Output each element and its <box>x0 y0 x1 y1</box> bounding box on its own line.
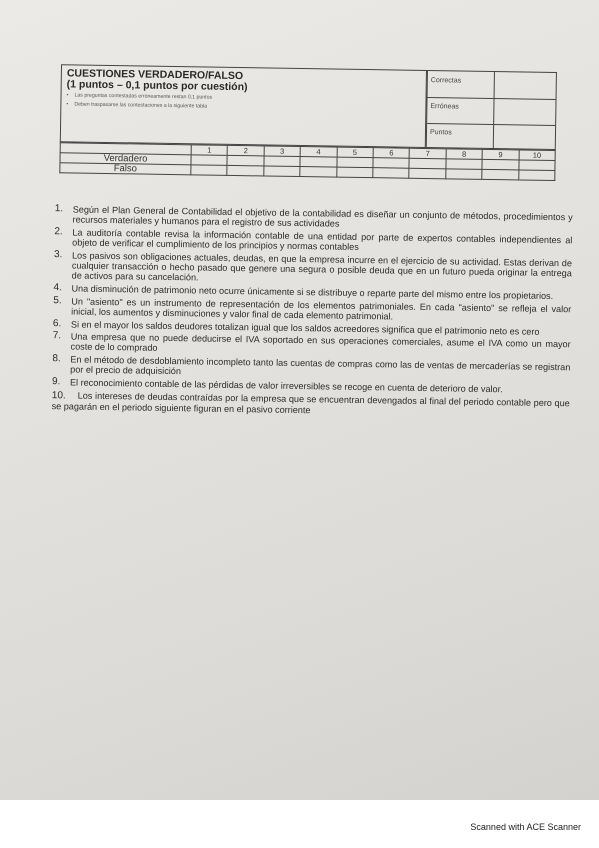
row-label-falso: Falso <box>60 163 191 175</box>
answer-cell[interactable] <box>409 168 446 179</box>
question-number-cell: 4 <box>300 147 337 158</box>
answer-cell[interactable] <box>518 170 555 181</box>
question-number-cell: 7 <box>409 148 446 159</box>
score-label: Correctas <box>430 77 462 85</box>
question-number-cell: 10 <box>519 150 556 161</box>
question-number: 9. <box>51 376 61 388</box>
answer-cell[interactable] <box>337 157 374 168</box>
answer-cell[interactable] <box>300 157 337 168</box>
question-list <box>50 204 573 422</box>
question-number: 6. <box>52 317 62 329</box>
answer-cell[interactable] <box>191 155 228 166</box>
section-subtitle: (1 puntos – 0,1 puntos por cuestión) <box>66 78 248 94</box>
question-number: 8. <box>52 353 61 365</box>
question-number-cell: 1 <box>191 145 228 156</box>
question-text: Los pasivos son obligaciones actuales, deudas, en que la empresa incurre en el ejercicio de su actividad. Estas derivan de cualquier transacción o hecho pasado que genere una segura o posible deuda que en un futuro pueda originar la entrega de activos para su cancelación. <box>71 250 573 283</box>
question-number: 7. <box>52 330 62 342</box>
score-row-puntos <box>427 123 555 151</box>
answer-cell[interactable] <box>482 159 519 170</box>
answer-cell[interactable] <box>446 159 483 170</box>
score-box <box>426 70 557 150</box>
question-text: Los intereses de deudas contraídas por la empresa que se encuentran devengados al final del periodo contable pero que se pagarán en el periodo siguiente figuran en el pasivo corriente <box>51 390 570 416</box>
question-text: Una empresa que no puede deducirse el IVA soportado en sus operaciones comerciales, asume el IVA como un mayor coste de lo comprado <box>70 331 571 354</box>
answer-cell[interactable] <box>227 165 264 176</box>
answer-cell[interactable] <box>264 156 301 167</box>
score-row-correctas <box>428 71 556 100</box>
question-text: Según el Plan General de Contabilidad el objetivo de la contabilidad es diseñar un conjunto de métodos, procedimientos y recursos materiales y humanos para el registro de sus actividades <box>72 204 573 229</box>
instructions-box <box>60 64 427 148</box>
answer-cell[interactable] <box>300 167 337 178</box>
question-text: Un "asiento" es un instrumento de representación de los elementos patrimoniales. En cada "asiento" se refleja el valor inicial, los aumentos y disminuciones y valor final de cada elemento patrimonial. <box>71 296 572 322</box>
question-number: 5. <box>53 294 62 306</box>
question-text: Una disminución de patrimonio neto ocurre únicamente si se distribuye o reparte parte del mismo entre los propietarios. <box>71 283 554 301</box>
score-label: Erróneas <box>430 103 459 111</box>
question-item <box>52 250 572 289</box>
answer-cell[interactable] <box>373 168 410 179</box>
row-label-verdadero: Verdadero <box>60 153 191 165</box>
question-text: Si en el mayor los saldos deudores totalizan igual que los saldos acreedores significa que el patrimonio neto es cero <box>70 318 540 337</box>
question-number-cell: 5 <box>337 147 374 158</box>
instruction-text: Las preguntas contestadas erróneamente restan 0,1 puntos <box>74 92 213 101</box>
answer-cell[interactable] <box>336 167 373 178</box>
question-text: El reconocimiento contable de las pérdidas de valor irreversibles se recoge en cuenta de deterioro de valor. <box>69 377 503 395</box>
instruction-bullet: • Deben traspasarse las contestaciones a la siguiente tabla <box>66 101 208 110</box>
score-label: Puntos <box>429 129 452 137</box>
question-number-cell: 3 <box>264 146 301 157</box>
answer-cell[interactable] <box>482 169 519 180</box>
scanner-watermark: Scanned with ACE Scanner <box>470 822 581 832</box>
answer-cell[interactable] <box>446 169 483 180</box>
question-number: 3. <box>53 248 63 261</box>
answer-grid <box>59 142 555 181</box>
answer-cell[interactable] <box>518 160 555 171</box>
question-number: 10. <box>51 389 66 402</box>
score-field[interactable] <box>494 72 557 99</box>
answer-cell[interactable] <box>191 165 228 176</box>
score-field[interactable] <box>493 124 556 151</box>
question-number: 4. <box>53 282 62 294</box>
answer-cell[interactable] <box>227 155 264 166</box>
question-number-cell: 8 <box>446 149 483 160</box>
answer-cell[interactable] <box>409 158 446 169</box>
section-title: CUESTIONES VERDADERO/FALSO <box>66 67 244 83</box>
question-number-cell: 6 <box>373 148 410 159</box>
question-number-cell: 2 <box>228 145 265 156</box>
question-text: La auditoría contable revisa la información contable de una entidad por parte de expertos contables independientes al objeto de verificar el cumplimiento de los principios y normas contables <box>72 227 573 253</box>
score-row-erroneas <box>427 97 555 126</box>
answer-cell[interactable] <box>373 158 410 169</box>
question-number-cell: 9 <box>482 149 519 160</box>
answer-cell[interactable] <box>264 166 301 177</box>
instruction-bullet: • Las preguntas contestadas erróneamente restan 0,1 puntos <box>66 92 213 101</box>
instruction-text: Deben traspasarse las contestaciones a la siguiente tabla <box>74 101 208 110</box>
question-number: 1. <box>54 203 64 215</box>
score-field[interactable] <box>493 98 556 125</box>
question-number: 2. <box>54 226 63 238</box>
question-text: En el método de desdoblamiento incompleto tanto las cuentas de compras como las de ventas de mercaderías se registran por el precio de adquisición <box>70 354 571 377</box>
